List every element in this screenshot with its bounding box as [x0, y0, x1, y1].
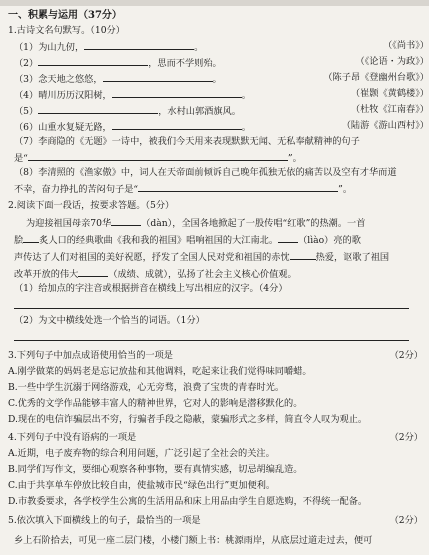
q5-answer-paren: （2分） — [389, 515, 423, 526]
blank[interactable] — [111, 216, 141, 226]
blank[interactable] — [38, 56, 148, 66]
q1-item-2: （2） ，思而不学则殆。 （《论语・为政》） — [14, 56, 429, 69]
q2-intro: 2.阅读下面一段话，按要求答题。（5分） — [8, 200, 175, 211]
cropped-top-header — [0, 0, 429, 6]
blank[interactable] — [278, 233, 298, 243]
answer-line[interactable] — [14, 331, 409, 341]
blank[interactable] — [112, 88, 242, 98]
q1-item-8a: （8）李清照的《渔家傲》中，词人在天帝面前倾诉自己晚年孤独无依的痛苦以及空有才华而道 — [14, 167, 397, 178]
q3-option-a: A.刚学做菜的妈妈老是忘记放盐和其他调料，吃起来让我们觉得味同嚼蜡。 — [8, 366, 312, 377]
q2-p1: 为迎接祖国母亲70华 （dàn），全国各地掀起了一股传唱“红歌”的热潮。一首 — [26, 218, 366, 229]
answer-line[interactable] — [14, 299, 409, 309]
q1-item-7b: 是“ ”。 — [14, 153, 302, 164]
blank[interactable] — [112, 120, 242, 130]
q2-answer-line-1 — [0, 299, 429, 313]
q4-option-d: D.市教委要求，各学校学生公寓的生活用品和床上用品由学生自愿选购，不得统一配备。 — [8, 496, 368, 507]
blank[interactable] — [290, 250, 316, 260]
q4-intro: 4.下列句子中没有语病的一项是 （2分） — [8, 432, 423, 443]
q1-intro: 1.古诗文名句默写。（10分） — [8, 25, 125, 36]
q2-p4: 改革开放的伟大 （成绩、成就），弘扬了社会主义核心价值观。 — [14, 269, 297, 280]
q3-intro: 3.下列句子中加点成语使用恰当的一项是 （2分） — [8, 350, 423, 361]
q2-p3: 声传达了人们对祖国的美好祝愿，抒发了全国人民对党和祖国的赤忱 热爱，讴歌了祖国 — [14, 252, 390, 263]
q5-passage: 乡上石阶拾去，可见一座二层门楼，小楼门额上书：桃源雨岸，从底层过道走过去，便可 — [14, 535, 373, 546]
q5-intro: 5.依次填入下面横线上的句子，最恰当的一项是 （2分） — [8, 515, 423, 526]
q1-item-3: （3）念天地之悠悠， 。 （陈子昂《登幽州台歌》） — [14, 72, 429, 85]
q4-option-a: A.近期，电子废弃物的综合利用问题，广泛引起了全社会的关注。 — [8, 448, 275, 459]
q1-item-8b: 不幸，奋力挣扎的苦闷句子是“ ”。 — [14, 184, 353, 195]
blank[interactable] — [78, 267, 108, 277]
q2-answer-line-2 — [0, 331, 429, 345]
q4-option-b: B.同学们写作文，要细心观察各种事物，要有真情实感，切忌胡编乱造。 — [8, 464, 303, 475]
q2-p2: 脍 炙人口的经典歌曲《我和我的祖国》唱响祖国的大江南北。 （lìào）亮的歌 — [14, 235, 361, 246]
q3-option-d: D.现在的电信诈骗层出不穷，行骗者手段之隐蔽，蒙骗形式之多样，简直令人叹为观止。 — [8, 414, 368, 425]
blank[interactable] — [103, 72, 213, 82]
blank[interactable] — [138, 182, 338, 192]
q1-item-5: （5） ，水村山郭酒旗风。 （杜牧《江南春》） — [14, 104, 429, 117]
q4-option-c: C.由于共享单车停放比较自由，使盐城市民“绿色出行”更加便利。 — [8, 480, 276, 491]
q3-option-c: C.优秀的文学作品能够丰富人的精神世界，它对人的影响是潜移默化的。 — [8, 398, 303, 409]
q3-answer-paren: （2分） — [389, 350, 423, 361]
section-title: 一、积累与运用（37分） — [8, 10, 122, 21]
blank[interactable] — [84, 40, 194, 50]
q4-answer-paren: （2分） — [389, 432, 423, 443]
q1-item-6: （6）山重水复疑无路， 。 （陆游《游山西村》） — [14, 120, 429, 133]
blank[interactable] — [28, 151, 288, 161]
q2-sub-2: （2）为文中横线处选一个恰当的词语。（1分） — [14, 315, 205, 326]
q1-item-7a: （7）李商隐的《无题》一诗中，被我们今天用来表现默默无闻、无私奉献精神的句子 — [14, 136, 360, 147]
q1-item-1: （1）为山九仞， 。 （《尚书》） — [14, 40, 429, 53]
q1-item-4: （4）晴川历历汉阳树， 。 （崔颢《黄鹤楼》） — [14, 88, 429, 101]
q3-option-b: B.一些中学生沉溺于网络游戏，心无旁骛，浪费了宝贵的青春时光。 — [8, 382, 285, 393]
blank[interactable] — [38, 104, 158, 114]
blank[interactable] — [23, 233, 39, 243]
q2-sub-1: （1）给加点的字注音或根据拼音在横线上写出相应的汉字。（4分） — [14, 283, 288, 294]
